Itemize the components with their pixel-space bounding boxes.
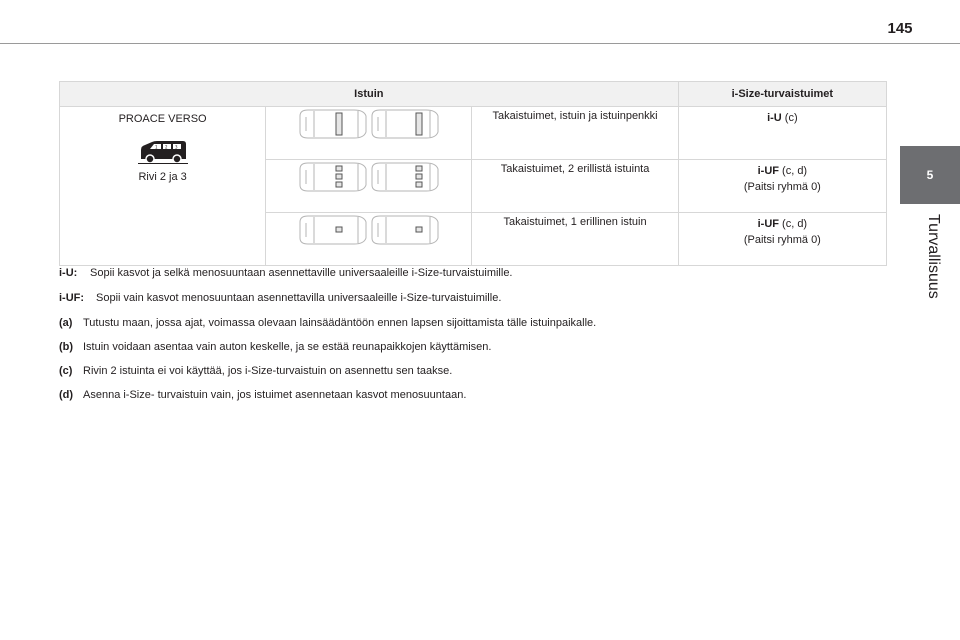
isize-notes-ref: (c, d) [778, 218, 808, 230]
seat-layout-bench-icon [266, 107, 472, 160]
seat-description: Takaistuimet, 1 erillinen istuin [472, 213, 678, 266]
seat-layout-two-seats-icon [266, 160, 472, 213]
isize-notes-ref: (c) [781, 112, 798, 124]
footnote-key: i-U: [59, 267, 78, 279]
vehicle-name: PROACE VERSO [118, 113, 207, 125]
vehicle-cell [60, 107, 266, 266]
table-header-row [60, 82, 887, 107]
isize-class: i-UF [757, 165, 779, 177]
footnote [59, 292, 501, 304]
footnote [59, 341, 491, 353]
isize-class: i-U [767, 112, 782, 124]
footnote-key: (d) [59, 389, 74, 401]
isize-result [678, 160, 886, 213]
svg-text:2: 2 [164, 144, 168, 150]
header-isize: i-Size-turvaistuimet [678, 82, 886, 107]
isize-exception: (Paitsi ryhmä 0) [743, 181, 821, 193]
footnote-key: i-UF: [59, 292, 85, 304]
isize-notes-ref: (c, d) [778, 165, 808, 177]
isize-result [678, 107, 886, 160]
footnote-text: Sopii vain kasvot menosuuntaan asennettavilla universaaleille i-Size-turvaistuimille. [96, 292, 502, 304]
footnote-key: (a) [59, 317, 73, 329]
seat-description: Takaistuimet, istuin ja istuinpenkki [472, 107, 678, 160]
isize-result [678, 213, 886, 266]
footnote [59, 317, 596, 329]
seat-layout-one-seat-icon [266, 213, 472, 266]
svg-text:1: 1 [154, 144, 158, 150]
vehicle-seat-rows: Rivi 2 ja 3 [138, 171, 187, 183]
page-number: 145 [887, 20, 913, 37]
chapter-title: Turvallisuus [925, 214, 942, 299]
table-row [60, 107, 887, 160]
footnote-text: Rivin 2 istuinta ei voi käyttää, jos i-Size-turvaistuin on asennettu sen taakse. [83, 365, 453, 377]
seat-description: Takaistuimet, 2 erillistä istuinta [472, 160, 678, 213]
header-seat: Istuin [60, 82, 679, 107]
footnote-text: Tutustu maan, jossa ajat, voimassa olevaan lainsäädäntöön ennen lapsen sijoittamista tälle istuinpaikalle. [83, 317, 597, 329]
footnote-key: (b) [59, 341, 74, 353]
chapter-tab[interactable] [900, 146, 960, 204]
footnote-text: Istuin voidaan asentaa vain auton keskelle, ja se estää reunapaikkojen käyttämisen. [83, 341, 492, 353]
seat-compatibility-table [59, 81, 887, 266]
footnote [59, 365, 452, 377]
footnote-key: (c) [59, 365, 73, 377]
van-icon [138, 139, 188, 165]
footnote-text: Sopii kasvot ja selkä menosuuntaan asennettaville universaaleille i-Size-turvaistuimille. [90, 267, 513, 279]
chapter-number: 5 [926, 168, 934, 182]
header-rule [0, 43, 960, 44]
isize-class: i-UF [757, 218, 779, 230]
isize-exception: (Paitsi ryhmä 0) [743, 234, 821, 246]
svg-text:3: 3 [174, 144, 178, 150]
footnote-text: Asenna i-Size- turvaistuin vain, jos istuimet asennetaan kasvot menosuuntaan. [83, 389, 467, 401]
footnote [59, 389, 466, 401]
footnote [59, 267, 513, 279]
